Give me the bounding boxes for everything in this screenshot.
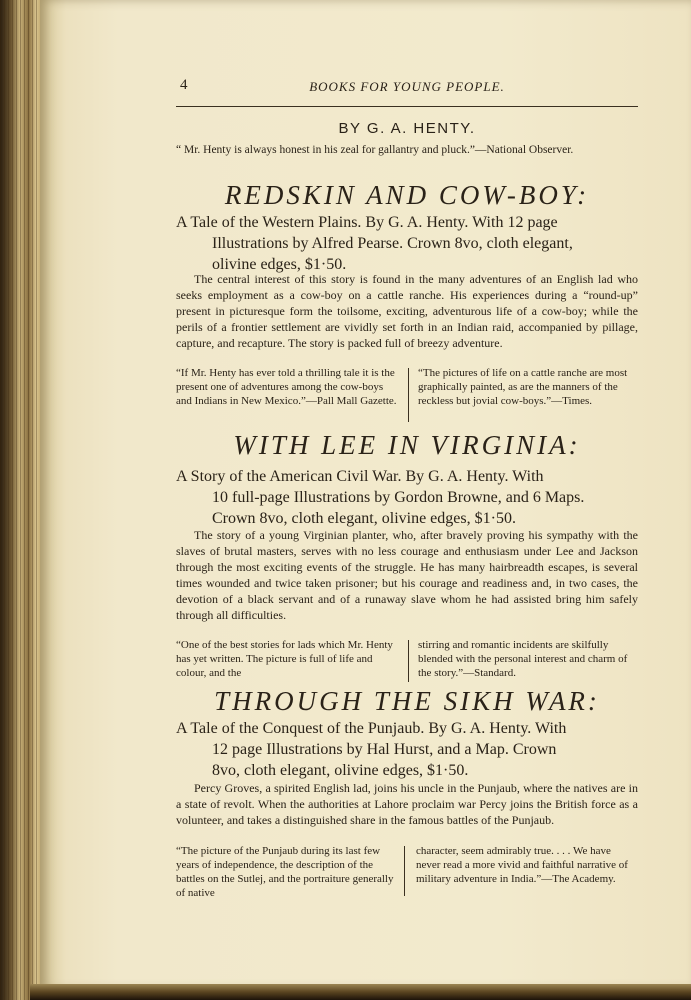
header-rule <box>176 106 638 107</box>
subtitle-line: A Story of the American Civil War. By G. A. Henty. With <box>176 468 544 485</box>
subtitle-line: olivine edges, $1·50. <box>212 256 347 273</box>
subtitle-line: 8vo, cloth elegant, olivine edges, $1·50. <box>212 762 469 779</box>
book-description: The central interest of this story is found in the many adventures of an English lad who seeks employment as a cow-boy on a cattle ranche. His experiences during a “round-up” present in picturesque form the toilsome, exciting, adventurous life of a cow-boy; while the perils of a frontier settlement are vividly set forth in an Indian raid, accompanied by pillage, capture, and recapture. The story is packed full of breezy adventure. <box>176 272 638 350</box>
column-divider <box>404 846 405 896</box>
book-subtitle <box>176 718 638 781</box>
book-page-edges <box>0 0 44 1000</box>
book-description: Percy Groves, a spirited English lad, joins his uncle in the Punjaub, where the natives are in a state of revolt. When the authorities at Lahore proclaim war Percy joins the British force as a volunteer, and takes a distinguished share in the famous battles of the Punjaub. <box>176 781 638 827</box>
book-subtitle <box>176 466 638 529</box>
column-divider <box>408 640 409 682</box>
subtitle-line: A Tale of the Western Plains. By G. A. Henty. With 12 page <box>176 214 558 231</box>
book-subtitle <box>176 212 638 275</box>
review-quote-left: “The picture of the Punjaub during its last few years of independence, the description of the battles on the Sutlej, and the portraiture generally of native <box>176 845 394 899</box>
review-quote-right: character, seem admirably true. . . . We have never read a more vivid and faithful narrative of military adventure in India.”—The Academy. <box>416 845 628 885</box>
subtitle-line: 10 full-page Illustrations by Gordon Browne, and 6 Maps. <box>212 489 585 506</box>
book-title: THROUGH THE SIKH WAR: <box>214 686 600 716</box>
review-quote-right: “The pictures of life on a cattle ranche are most graphically painted, as are the manners of the reckless but jovial cow-boys.”—Times. <box>418 367 628 407</box>
subtitle-line: A Tale of the Conquest of the Punjaub. By G. A. Henty. With <box>176 720 567 737</box>
review-quote-left: “One of the best stories for lads which Mr. Henty has yet written. The picture is full of life and colour, and the <box>176 639 393 679</box>
page-number: 4 <box>180 77 188 93</box>
author-heading: BY G. A. HENTY. <box>338 120 476 137</box>
page-header <box>176 77 638 97</box>
book-title: WITH LEE IN VIRGINIA: <box>233 430 581 460</box>
review-quote-right: stirring and romantic incidents are skilfully blended with the personal interest and charm of the story.”—Standard. <box>418 639 628 679</box>
review-quote-left: “If Mr. Henty has ever told a thrilling tale it is the present one of adventures among the cow-boys and Indians in New Mexico.”—Pall Mall Gazette. <box>176 367 397 407</box>
subtitle-line: 12 page Illustrations by Hal Hurst, and a Map. Crown <box>212 741 557 758</box>
subtitle-line: Illustrations by Alfred Pearse. Crown 8vo, cloth elegant, <box>212 235 573 252</box>
epigraph: “ Mr. Henty is always honest in his zeal for gallantry and pluck.”—National Observer. <box>176 144 574 156</box>
running-head: BOOKS FOR YOUNG PEOPLE. <box>309 79 505 94</box>
book-description: The story of a young Virginian planter, who, after bravely proving his sympathy with the slaves of brutal masters, serves with no less courage and enthusiasm under Lee and Jackson through the most exciting events of the struggle. He has many hairbreadth escapes, is several times wounded and twice taken prisoner; but his courage and readiness and, in two cases, the devotion of a black servant and of a runaway slave whom he had assisted bring him safely through all difficulties. <box>176 528 638 622</box>
column-divider <box>408 368 409 422</box>
subtitle-line: Crown 8vo, cloth elegant, olivine edges, $1·50. <box>212 510 516 527</box>
book-title: REDSKIN AND COW-BOY: <box>224 180 590 210</box>
book-bottom-edge <box>30 984 691 1000</box>
